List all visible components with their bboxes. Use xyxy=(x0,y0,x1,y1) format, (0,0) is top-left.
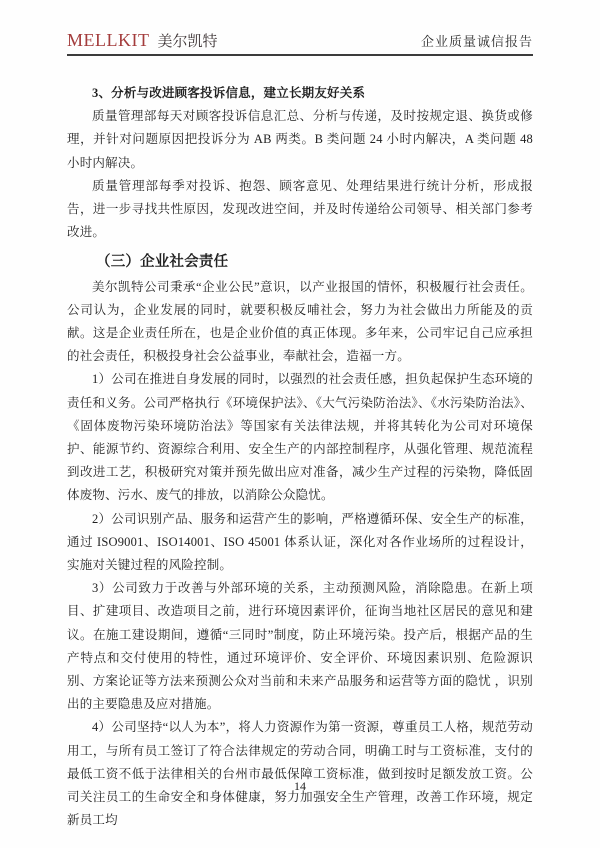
company-logo xyxy=(67,30,218,51)
paragraph-csr-item-1: 1）公司在推进自身发展的同时，以强烈的社会责任感，担负起保护生态环境的责任和义务。公司严格执行《环境保护法》、《大气污染防治法》、《水污染防治法》、《固体废物污染环境防治法》等国家有关法律法规，并将其转化为公司对环境保护、能源节约、资源综合利用、安全生产的内部控制程序，从强化管理、规范流程到改进工艺，积极研究对策并预先做出应对准备，减少生产过程的污染物，降低固体废物、污水、废气的排放，以消除公众隐忧。 xyxy=(67,372,533,503)
paragraph-csr-item-2: 2）公司识别产品、服务和运营产生的影响，严格遵循环保、安全生产的标准，通过 ISO9001、ISO14001、ISO 45001 体系认证，深化对各作业场所的过程设计，实施对关键过程的风险控制。 xyxy=(67,511,533,573)
logo-text-cn: 美尔凯特 xyxy=(157,34,218,50)
logo-text-en: MELLKIT xyxy=(67,30,150,50)
paragraph-csr-item-3: 3）公司致力于改善与外部环境的关系，主动预测风险，消除隐患。在新上项目、扩建项目、改造项目之前，进行环境因素评价，征询当地社区居民的意见和建议。在施工建设期间，遵循“三同时”制度，防止环境污染。投产后，根据产品的生产特点和交付使用的特性，通过环境评价、安全评价、环境因素识别、危险源识别、方案论证等方法来预测公众对当前和未来产品服务和运营等方面的隐忧 ，识别出的主要隐患及应对措施。 xyxy=(67,581,533,712)
document-body xyxy=(67,56,533,833)
paragraph-csr-intro: 美尔凯特公司秉承“企业公民”意识，以产业报国的情怀，积极履行社会责任。公司认为，企业发展的同时，就要积极反哺社会，努力为社会做出力所能及的贡献。这是企业责任所在，也是企业价值的真正体现。多年来，公司牢记自己应承担的社会责任，积极投身社会公益事业，奉献社会，造福一方。 xyxy=(67,279,533,364)
paragraph-complaint-daily: 质量管理部每天对顾客投诉信息汇总、分析与传递，及时按规定退、换货或修理，并针对问题原因把投诉分为 AB 两类。B 类问题 24 小时内解决，A 类问题 48 小时内解决。 xyxy=(67,109,533,170)
subheading-complaint-improvement: 3、分析与改进顾客投诉信息，建立长期友好关系 xyxy=(92,86,366,100)
section-heading-csr: （三）企业社会责任 xyxy=(96,254,229,271)
report-title: 企业质量诚信报告 xyxy=(420,34,533,49)
page-footer xyxy=(0,779,600,794)
paragraph-csr-item-4: 4）公司坚持“以人为本”，将人力资源作为第一资源，尊重员工人格，规范劳动用工，与所有员工签订了符合法律规定的劳动合同，明确工时与工资标准，支付的最低工资不低于法律相关的台州市最低保障工资标准，做到按时足额发放工资。公司关注员工的生命安全和身体健康，努力加强安全生产管理，改善工作环境，规定新员工均 xyxy=(67,720,533,828)
page-header xyxy=(67,0,533,56)
paragraph-complaint-quarterly: 质量管理部每季对投诉、抱怨、顾客意见、处理结果进行统计分析，形成报告，进一步寻找共性原因，发现改进空间，并及时传递给公司领导、相关部门参考改进。 xyxy=(67,178,533,240)
page-number: 14 xyxy=(294,779,306,793)
